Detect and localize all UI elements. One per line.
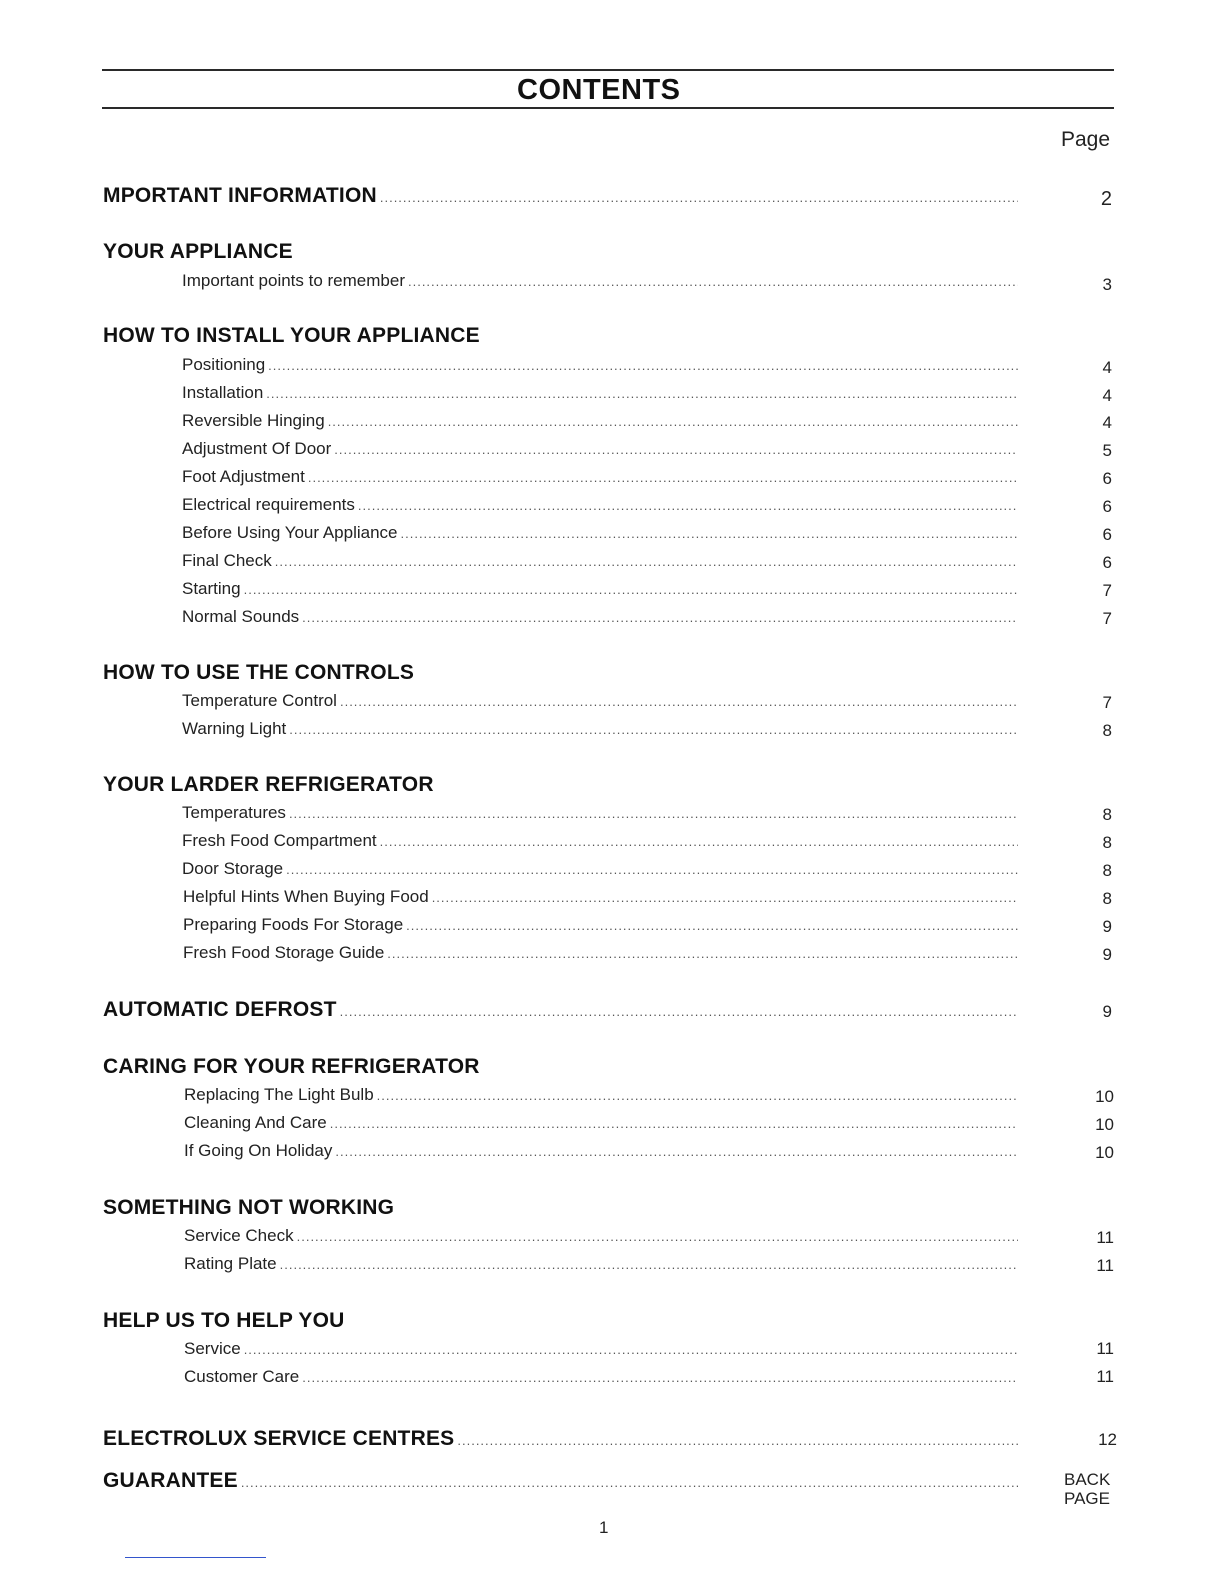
toc-entry-label: If Going On Holiday	[184, 1141, 333, 1160]
toc-entry-service-check[interactable]	[184, 1226, 1018, 1252]
dot-leader	[289, 722, 1018, 737]
toc-page-number: 10	[1095, 1143, 1114, 1162]
toc-page-number: 12	[1098, 1430, 1117, 1449]
toc-entry-label: Helpful Hints When Buying Food	[183, 887, 429, 906]
toc-page-number: 6	[1102, 553, 1112, 572]
dot-leader	[340, 1004, 1018, 1019]
toc-entry-foot-adjustment[interactable]	[182, 467, 1018, 493]
toc-page-number: 2	[1100, 188, 1112, 210]
toc-entry-installation[interactable]	[182, 383, 1018, 409]
toc-entry-label: Fresh Food Compartment	[182, 831, 377, 850]
back-page-line: BACK	[1064, 1470, 1111, 1489]
toc-entry-important-information[interactable]	[103, 184, 1018, 210]
toc-entry-final-check[interactable]	[182, 551, 1018, 577]
toc-entry-label: Starting	[182, 579, 241, 598]
dot-leader	[380, 834, 1018, 849]
toc-entry-label: Temperatures	[182, 803, 286, 822]
footer-page-number: 1	[599, 1518, 609, 1537]
toc-entry-cleaning-and-care[interactable]	[184, 1113, 1018, 1139]
dot-leader	[330, 1116, 1018, 1131]
toc-entry-label: Customer Care	[184, 1367, 300, 1386]
section-heading-controls: HOW TO USE THE CONTROLS	[103, 661, 415, 684]
toc-entry-preparing-foods[interactable]	[183, 915, 1018, 941]
toc-entry-label: ELECTROLUX SERVICE CENTRES	[103, 1427, 455, 1450]
toc-page-number: 8	[1102, 833, 1112, 852]
toc-entry-label: Positioning	[182, 355, 266, 374]
section-heading-larder: YOUR LARDER REFRIGERATOR	[103, 773, 434, 796]
toc-entry-label: Important points to remember	[182, 271, 405, 290]
dot-leader	[335, 1144, 1018, 1159]
toc-entry-label: Preparing Foods For Storage	[183, 915, 404, 934]
toc-entry-label: Replacing The Light Bulb	[184, 1085, 374, 1104]
toc-page-number: 8	[1102, 805, 1112, 824]
dot-leader	[406, 918, 1018, 933]
toc-entry-normal-sounds[interactable]	[182, 607, 1018, 633]
dot-leader	[377, 1088, 1018, 1103]
toc-page-number: 8	[1102, 721, 1112, 740]
toc-page-number: 7	[1102, 581, 1112, 600]
toc-page-number: 11	[1096, 1339, 1114, 1358]
toc-page-number: 3	[1102, 275, 1112, 294]
toc-page-number: 11	[1096, 1367, 1114, 1386]
toc-entry-label: Rating Plate	[184, 1254, 277, 1273]
toc-entry-door-storage[interactable]	[182, 859, 1018, 885]
toc-entry-going-on-holiday[interactable]	[184, 1141, 1018, 1167]
toc-entry-label: Reversible Hinging	[182, 411, 325, 430]
section-heading-install: HOW TO INSTALL YOUR APPLIANCE	[103, 324, 480, 347]
dot-leader	[297, 1229, 1018, 1244]
toc-entry-label: Cleaning And Care	[184, 1113, 327, 1132]
toc-entry-label: Service	[184, 1339, 241, 1358]
toc-entry-label: Fresh Food Storage Guide	[183, 943, 385, 962]
toc-entry-positioning[interactable]	[182, 355, 1018, 381]
toc-entry-helpful-hints[interactable]	[183, 887, 1018, 913]
toc-page-number: 4	[1102, 358, 1112, 377]
toc-entry-adjustment-of-door[interactable]	[182, 439, 1018, 465]
toc-entry-label: Electrical requirements	[182, 495, 355, 514]
toc-page-number: 4	[1102, 386, 1112, 405]
toc-entry-service-centres[interactable]	[103, 1427, 1018, 1453]
footer-link-underline	[125, 1557, 266, 1558]
section-heading-caring: CARING FOR YOUR REFRIGERATOR	[103, 1055, 480, 1078]
toc-entry-fresh-food-compartment[interactable]	[182, 831, 1018, 857]
dot-leader	[266, 386, 1018, 401]
dot-leader	[280, 1257, 1018, 1272]
toc-page-number: 8	[1102, 861, 1112, 880]
toc-entry-label: Door Storage	[182, 859, 284, 878]
toc-page-number: 6	[1102, 497, 1112, 516]
dot-leader	[380, 190, 1018, 205]
dot-leader	[358, 498, 1018, 513]
toc-entry-reversible-hinging[interactable]	[182, 411, 1018, 437]
dot-leader	[387, 946, 1018, 961]
dot-leader	[275, 554, 1018, 569]
toc-page-number: 8	[1102, 889, 1112, 908]
toc-entry-label: Installation	[182, 383, 264, 402]
section-heading-not-working: SOMETHING NOT WORKING	[103, 1196, 395, 1219]
toc-page-number: 11	[1096, 1256, 1114, 1275]
dot-leader	[340, 694, 1018, 709]
toc-entry-label: Temperature Control	[182, 691, 337, 710]
top-rule	[102, 69, 1114, 71]
toc-entry-starting[interactable]	[182, 579, 1018, 605]
toc-page-number: 6	[1102, 469, 1112, 488]
toc-entry-label: Service Check	[184, 1226, 294, 1245]
dot-leader	[302, 1370, 1018, 1385]
toc-entry-label: AUTOMATIC DEFROST	[103, 998, 337, 1021]
section-heading-help: HELP US TO HELP YOU	[103, 1309, 345, 1332]
toc-page-number: 10	[1095, 1087, 1114, 1106]
toc-entry-warning-light[interactable]	[182, 719, 1018, 745]
toc-entry-before-using[interactable]	[182, 523, 1018, 549]
toc-page-number: 9	[1102, 917, 1112, 936]
toc-entry-replacing-light-bulb[interactable]	[184, 1085, 1018, 1111]
toc-entry-automatic-defrost[interactable]	[103, 998, 1018, 1024]
dot-leader	[302, 610, 1018, 625]
toc-page-number: 7	[1102, 693, 1112, 712]
toc-page-number: 10	[1095, 1115, 1114, 1134]
toc-entry-important-points[interactable]	[182, 271, 1018, 297]
toc-page-number: 7	[1102, 609, 1112, 628]
dot-leader	[457, 1433, 1018, 1448]
dot-leader	[268, 358, 1018, 373]
toc-entry-service[interactable]	[184, 1339, 1018, 1365]
back-page-line: PAGE	[1064, 1489, 1110, 1508]
toc-entry-guarantee[interactable]	[103, 1469, 1018, 1495]
toc-page-number: 9	[1102, 945, 1112, 964]
dot-leader	[308, 470, 1018, 485]
toc-entry-rating-plate[interactable]	[184, 1254, 1018, 1280]
dot-leader	[241, 1475, 1018, 1490]
toc-page-number: 6	[1102, 525, 1112, 544]
dot-leader	[334, 442, 1018, 457]
section-heading-your-appliance: YOUR APPLIANCE	[103, 240, 293, 263]
toc-entry-electrical-requirements[interactable]	[182, 495, 1018, 521]
toc-page-number: 11	[1096, 1228, 1114, 1247]
toc-page-number: 5	[1102, 441, 1112, 460]
dot-leader	[244, 582, 1018, 597]
dot-leader	[286, 862, 1018, 877]
toc-entry-temperatures[interactable]	[182, 803, 1018, 829]
dot-leader	[401, 526, 1019, 541]
toc-entry-label: Foot Adjustment	[182, 467, 305, 486]
toc-entry-label: Final Check	[182, 551, 272, 570]
toc-entry-customer-care[interactable]	[184, 1367, 1018, 1393]
toc-entry-label: MPORTANT INFORMATION	[103, 184, 377, 207]
dot-leader	[408, 274, 1018, 289]
dot-leader	[244, 1342, 1018, 1357]
page-title: CONTENTS	[517, 74, 681, 106]
toc-entry-label: GUARANTEE	[103, 1469, 238, 1492]
toc-entry-storage-guide[interactable]	[183, 943, 1018, 969]
toc-entry-label: Before Using Your Appliance	[182, 523, 398, 542]
dot-leader	[289, 806, 1018, 821]
page-column-label: Page	[1061, 128, 1111, 151]
back-page-reference	[1064, 1470, 1124, 1508]
toc-page-number: 9	[1102, 1002, 1112, 1021]
dot-leader	[328, 414, 1018, 429]
toc-entry-temperature-control[interactable]	[182, 691, 1018, 717]
toc-entry-label: Warning Light	[182, 719, 287, 738]
title-underline-rule	[102, 107, 1114, 109]
toc-entry-label: Normal Sounds	[182, 607, 300, 626]
dot-leader	[432, 890, 1018, 905]
toc-page-number: 4	[1102, 413, 1112, 432]
toc-entry-label: Adjustment Of Door	[182, 439, 332, 458]
